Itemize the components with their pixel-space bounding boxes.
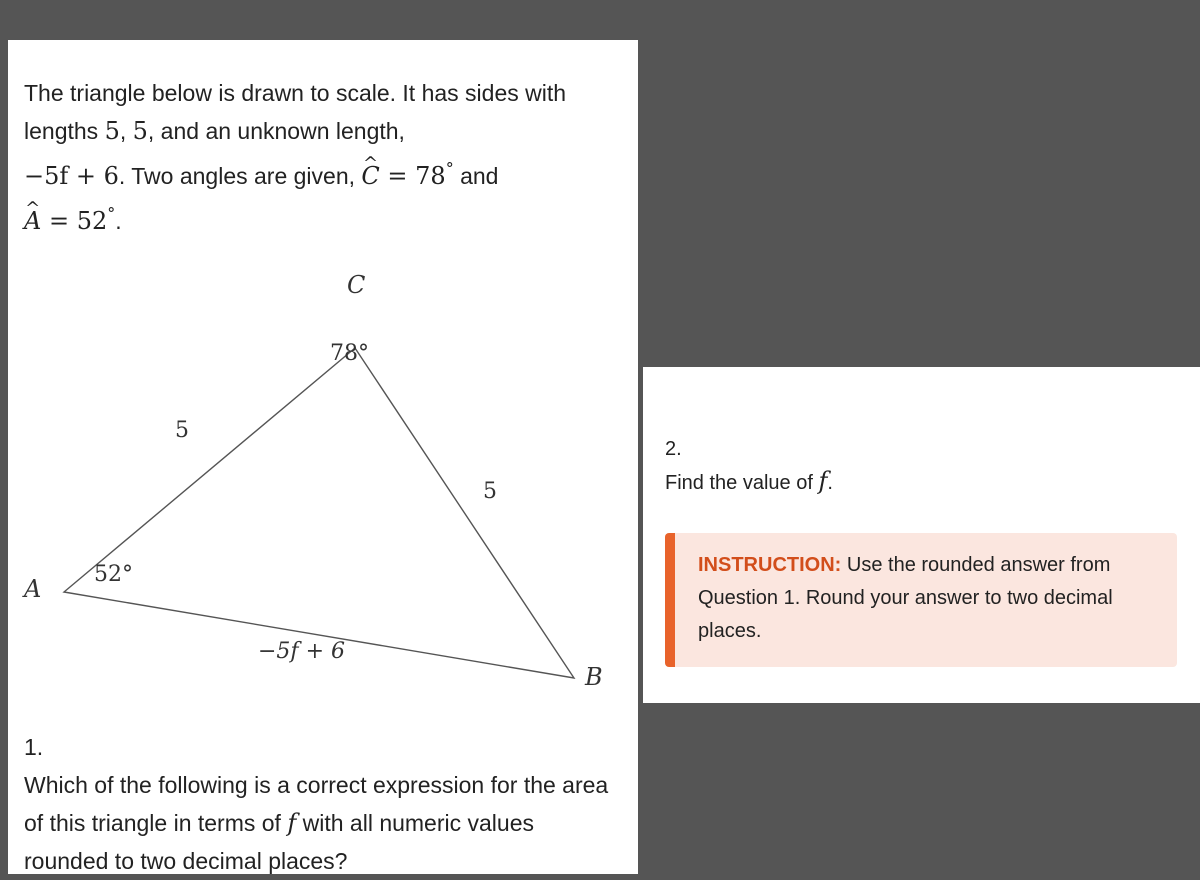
- vertex-a-label: A: [24, 575, 42, 603]
- intro-text: The triangle below is drawn to scale. It has sides with lengths: [24, 80, 567, 144]
- side-cb-label: 5: [483, 479, 497, 504]
- question-2-card: [643, 367, 1200, 703]
- triangle-shape: [64, 348, 574, 678]
- angle-c-equation: = 78: [379, 162, 446, 190]
- degree-symbol: °: [107, 204, 116, 223]
- triangle-figure: [8, 260, 638, 700]
- angle-a-name: ^ A: [24, 202, 41, 240]
- question-1-card: [8, 40, 638, 874]
- vertex-b-label: B: [585, 663, 603, 691]
- question-1: [24, 728, 624, 880]
- angle-c-name: ^ C: [361, 157, 379, 195]
- angle-a-equation: = 52: [41, 207, 108, 235]
- intro-text: , and an unknown length,: [147, 118, 405, 144]
- instruction-callout: [665, 533, 1177, 667]
- angle-a-label: 52°: [94, 562, 133, 587]
- side-ac-label: 5: [175, 418, 189, 443]
- degree-symbol: °: [445, 159, 454, 178]
- question-2-text: .: [827, 472, 833, 494]
- problem-statement: [24, 74, 624, 240]
- instruction-label: INSTRUCTION:: [698, 554, 842, 576]
- intro-text: .: [115, 208, 122, 234]
- instruction-text: Use the rounded answer from Question 1. Round your answer to two decimal places.: [698, 554, 1113, 642]
- intro-text: . Two angles are given,: [118, 163, 362, 189]
- intro-text: and: [453, 163, 499, 189]
- angle-c-label: 78°: [330, 341, 369, 366]
- side-a-value: 5: [104, 117, 120, 145]
- question-2-prompt: [665, 465, 833, 499]
- unknown-side-expression: −5f + 6: [24, 162, 119, 190]
- variable-f: f: [818, 467, 828, 495]
- side-b-value: 5: [132, 117, 148, 145]
- question-1-text: with all numeric values rounded to two decimal places?: [24, 810, 534, 874]
- intro-separator: ,: [119, 118, 133, 144]
- question-2-text: Find the value of: [665, 472, 819, 494]
- question-1-number: 1.: [24, 734, 44, 760]
- question-2-number: 2.: [665, 438, 682, 460]
- question-1-text: Which of the following is a correct expression for the area of this triangle in terms of: [24, 772, 609, 836]
- variable-f: f: [287, 809, 297, 837]
- side-ab-label: −5f + 6: [258, 639, 345, 664]
- vertex-c-label: C: [347, 271, 366, 299]
